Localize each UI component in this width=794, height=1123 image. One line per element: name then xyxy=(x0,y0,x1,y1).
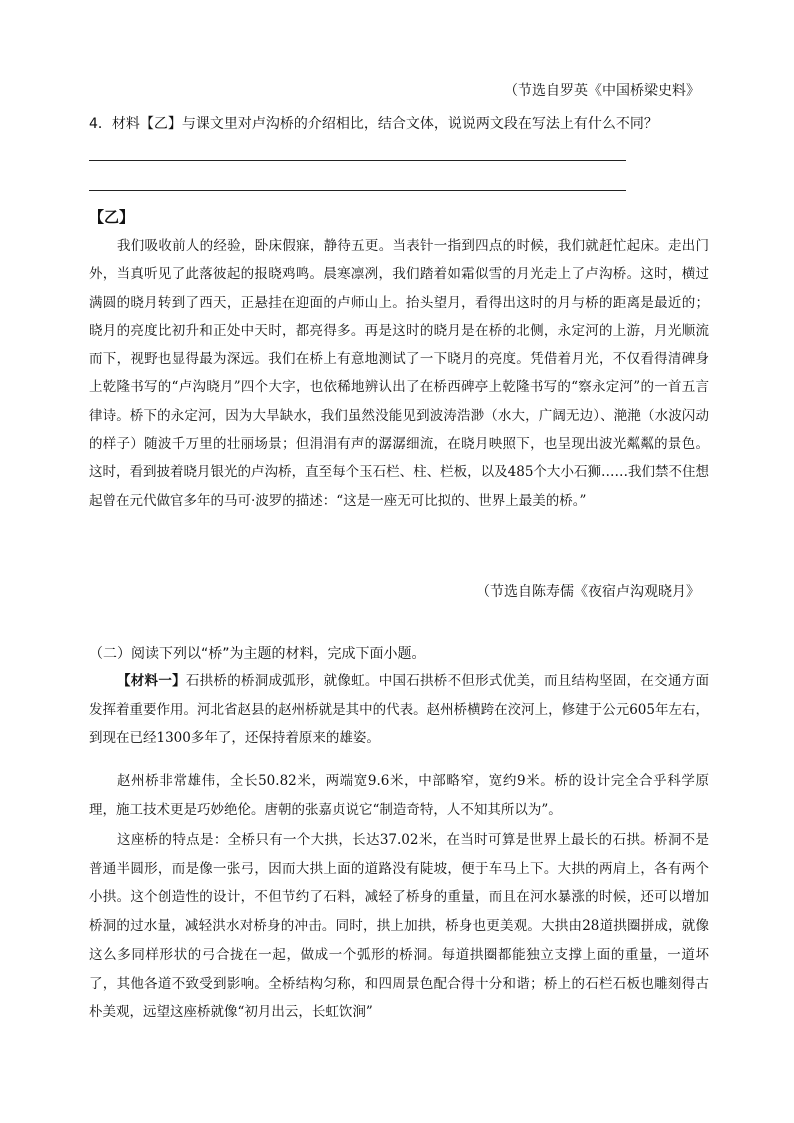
material-one-paragraph-2: 赵州桥非常雄伟，全长50.82米，两端宽9.6米，中部略窄，宽约9米。桥的设计完全合乎科学原理，施工技术更是巧妙绝伦。唐朝的张嘉贞说它“制造奇特，人不知其所以为”。 xyxy=(89,773,709,818)
source-citation-top: （节选自罗英《中国桥梁史料》 xyxy=(504,83,700,99)
source-citation-bottom: （节选自陈寿儒《夜宿卢沟观晓月》 xyxy=(476,584,700,600)
passage-yi: 我们吸收前人的经验，卧床假寐，静待五更。当表针一指到四点的时候，我们就赶忙起床。走出门外，当真听见了此落彼起的报晓鸡鸣。晨寒凛冽，我们踏着如霜似雪的月光走上了卢沟桥。这时，横过满圆的晓月转到了西天，正悬挂在迎面的卢师山上。抬头望月，看得出这时的月与桥的距离是最近的；晓月的亮度比初升和正处中天时，都亮得多。再是这时的晓月是在桥的北侧，永定河的上游，月光顺流而下，视野也显得最为深远。我们在桥上有意地测试了一下晓月的亮度。凭借着月光，不仅看得清碑身上乾隆书写的“卢沟晓月”四个大字，也依稀地辨认出了在桥西碑亭上乾隆书写的“察永定河”的一首五言律诗。桥下的永定河，因为大旱缺水，我们虽然没能见到波涛浩渺（水大，广阔无边）、滟滟（水波闪动的样子）随波千万里的壮丽场景；但涓涓有声的潺潺细流，在晓月映照下，也呈现出波光粼粼的景色。这时，看到披着晓月银光的卢沟桥，直至每个玉石栏、柱、栏板，以及485个大小石狮……我们禁不住想起曾在元代做官多年的马可·波罗的描述：“这是一座无可比拟的、世界上最美的桥。” xyxy=(89,238,709,509)
question-4: 4．材料【乙】与课文里对卢沟桥的介绍相比，结合文体，说说两文段在写法上有什么不同？ xyxy=(89,116,658,132)
material-one-paragraph-3: 这座桥的特点是：全桥只有一个大拱，长达37.02米，在当时可算是世界上最长的石拱。桥洞不是普通半圆形，而是像一张弓，因而大拱上面的道路没有陡坡，便于车马上下。大拱的两肩上，各有两个小拱。这个创造性的设计，不但节约了石料，减轻了桥身的重量，而且在河水暴涨的时候，还可以增加桥洞的过水量，减轻洪水对桥身的冲击。同时，拱上加拱，桥身也更美观。大拱由28道拱圈拼成，就像这么多同样形状的弓合拢在一起，做成一个弧形的桥洞。每道拱圈都能独立支撑上面的重量，一道坏了，其他各道不致受到影响。全桥结构匀称，和四周景色配合得十分和谐；桥上的石栏石板也雕刻得古朴美观，远望这座桥就像“初月出云，长虹饮涧” xyxy=(89,832,709,1021)
material-one-paragraph-1-text: 石拱桥的桥洞成弧形，就像虹。中国石拱桥不但形式优美，而且结构坚固，在交通方面发挥着重要作用。河北省赵县的赵州桥就是其中的代表。赵州桥横跨在洨河上，修建于公元605年左右，到现在已经1300多年了，还保持着原来的雄姿。 xyxy=(89,673,710,746)
material-one-paragraph-1 xyxy=(89,667,709,753)
answer-line[interactable] xyxy=(89,190,626,191)
section-two-title: （二）阅读下列以“桥”为主题的材料，完成下面小题。 xyxy=(89,646,426,662)
material-one-label: 【材料一】 xyxy=(117,673,186,689)
material-yi-heading: 【乙】 xyxy=(89,208,135,226)
answer-line[interactable] xyxy=(89,160,626,161)
